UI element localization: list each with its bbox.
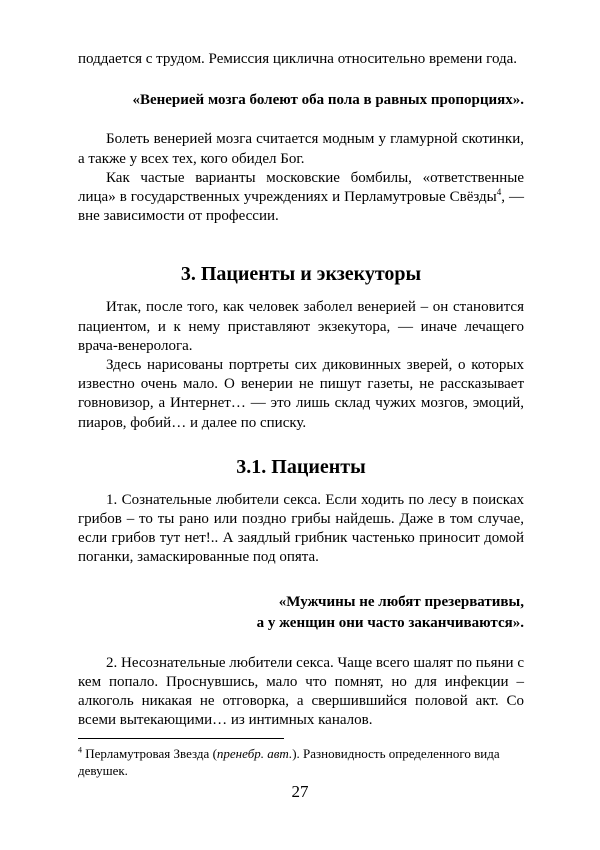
footnote-text-end: ). Разновидность определенного вида девушек. [78, 746, 500, 778]
footnote-reference: 4 [496, 187, 502, 198]
footnote-divider [78, 738, 284, 739]
paragraph-4: Здесь нарисованы портреты сих диковинных зверей, о которых известно очень мало. О венерии не пишут газеты, не рассказывает говновизор, а Интернет… — это лишь склад чужих мозгов, эмоций, пиаров, фобий… и далее по списку. [78, 357, 524, 431]
quote-2-line-2: а у женщин они часто заканчиваются». [256, 614, 524, 631]
paragraph-2-tail: , — вне зависимости от профессии. [78, 189, 524, 225]
subsection-heading: 3.1. Пациенты [236, 455, 366, 478]
paragraph-1: Болеть венерией мозга считается модным у гламурной скотинки, а также у всех тех, кого обидел Бог. [78, 131, 524, 167]
footnote [78, 745, 524, 779]
page-content [78, 50, 524, 730]
paragraph-continuation: поддается с трудом. Ремиссия циклична относительно времени года. [78, 51, 518, 67]
footnote-abbreviation: пренебр. авт. [216, 746, 293, 761]
epigraph-quote-2 [78, 592, 524, 634]
paragraph-5: 1. Сознательные любители секса. Если ходить по лесу в поисках грибов – то ты рано или поздно грибы найдешь. Даже в том случае, если грибов тут нет!.. А заядлый грибник частенько приносит домой поганки, замаскированные под опята. [78, 491, 524, 566]
paragraph-2-text: Как частые варианты московские бомбилы, «ответственные лица» в государственных учреждениях и Перламутровые Свёзды [78, 169, 524, 206]
paragraph-3: Итак, после того, как человек заболел венерией – он становится пациентом, и к нему приставляют экзекутора, — иначе лечащего врача-венеролога. [78, 299, 524, 354]
epigraph-quote-1: «Венерией мозга болеют оба пола в равных пропорциях». [132, 92, 524, 109]
page-number: 27 [291, 782, 309, 801]
footnote-number: 4 [78, 745, 82, 755]
footnote-text-start: Перламутровая Звезда ( [82, 746, 217, 761]
paragraph-6: 2. Несознательные любители секса. Чаще всего шалят по пьяни с кем попало. Проснувшись, мало что помнят, но для инфекции – алкоголь никакая не отговорка, а свершившийся половой акт. Со всеми вытекающими… из интимных каналов. [78, 654, 524, 729]
quote-2-line-1: «Мужчины не любят презервативы, [278, 593, 524, 610]
section-heading: 3. Пациенты и экзекуторы [180, 263, 422, 286]
paragraph-2 [78, 169, 524, 227]
